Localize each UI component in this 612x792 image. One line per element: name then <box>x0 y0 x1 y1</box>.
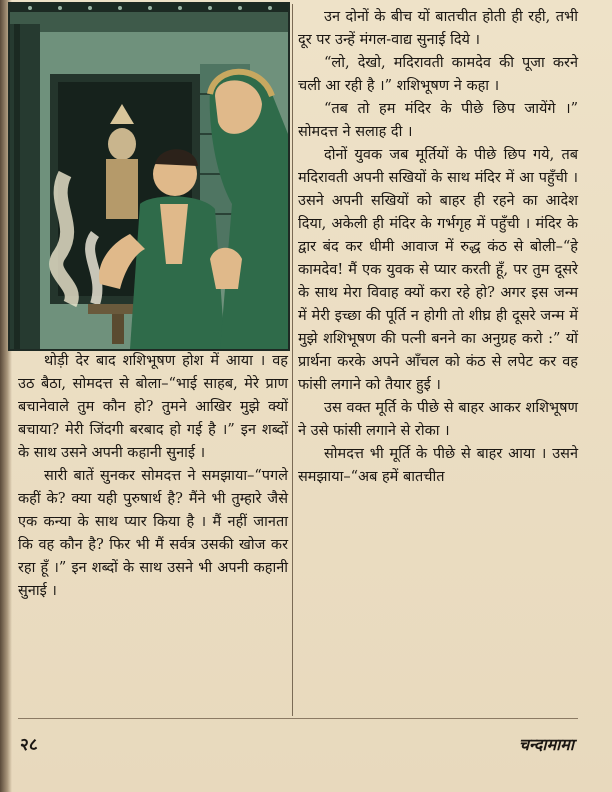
paragraph: “लो, देखो, मदिरावती कामदेव की पूजा करने चली आ रही है ।” शशिभूषण ने कहा । <box>298 55 578 94</box>
paragraph: सोमदत्त भी मूर्ति के पीछे से बाहर आया । उसने समझाया–“अब हमें बातचीत <box>298 446 578 485</box>
paragraph: उन दोनों के बीच यों बातचीत होती ही रही, तभी दूर पर उन्हें मंगल-वाद्य सुनाई दिये । <box>298 9 578 48</box>
left-column <box>18 350 288 603</box>
column-divider <box>292 4 293 716</box>
magazine-name: चन्दामामा <box>518 735 574 754</box>
illustration-art <box>10 4 288 349</box>
story-illustration <box>8 2 290 351</box>
footer-rule <box>18 718 578 719</box>
right-column <box>298 6 578 489</box>
paragraph: सारी बातें सुनकर सोमदत्त ने समझाया–“पगले कहीं के? क्या यही पुरुषार्थ है? मैंने भी तुम्हारे जैसे एक कन्या के साथ प्यार किया है । मैं नहीं जानता कि वह कौन है? फिर भी मैं सर्वत्र उसकी खोज कर रहा हूँ ।” इन शब्दों के साथ उसने भी अपनी कहानी सुनाई । <box>18 468 288 599</box>
paragraph: उस वक्त मूर्ति के पीछे से बाहर आकर शशिभूषण ने उसे फांसी लगाने से रोका । <box>298 400 578 439</box>
paragraph: थोड़ी देर बाद शशिभूषण होश में आया । वह उठ बैठा, सोमदत्त से बोला–“भाई साहब, मेरे प्राण बचानेवाले तुम कौन हो? तुमने आखिर मुझे क्यों बचाया? मेरी जिंदगी बरबाद हो गई है ।” इन शब्दों के साथ उसने अपनी कहानी सुनाई । <box>18 353 288 461</box>
paragraph: “तब तो हम मंदिर के पीछे छिप जायेंगे ।” सोमदत्त ने सलाह दी । <box>298 101 578 140</box>
paragraph: दोनों युवक जब मूर्तियों के पीछे छिप गये, तब मदिरावती अपनी सखियों के साथ मंदिर में आ पहुँची । उसने अपनी सखियों को बाहर ही रहने का आदेश दिया, अकेली ही मंदिर के गर्भगृह में पहुँची । मंदिर के द्वार बंद कर धीमी आवाज में रुद्ध कंठ से बोली–“हे कामदेव! मैं एक युवक से प्यार करती हूँ, पर तुम दूसरे के साथ मेरा विवाह क्यों करा रहे हो? अगर इस जन्म में मेरी इच्छा की पूर्ति न होगी तो शीघ्र ही दूसरे जन्म में मुझे शशिभूषण की पत्नी बनने का अनुग्रह करो :” यों प्रार्थना करके अपने आँचल को कंठ से लपेट कर वह फांसी लगाने को तैयार हुई । <box>298 147 578 393</box>
page-number: २८ <box>20 735 38 755</box>
